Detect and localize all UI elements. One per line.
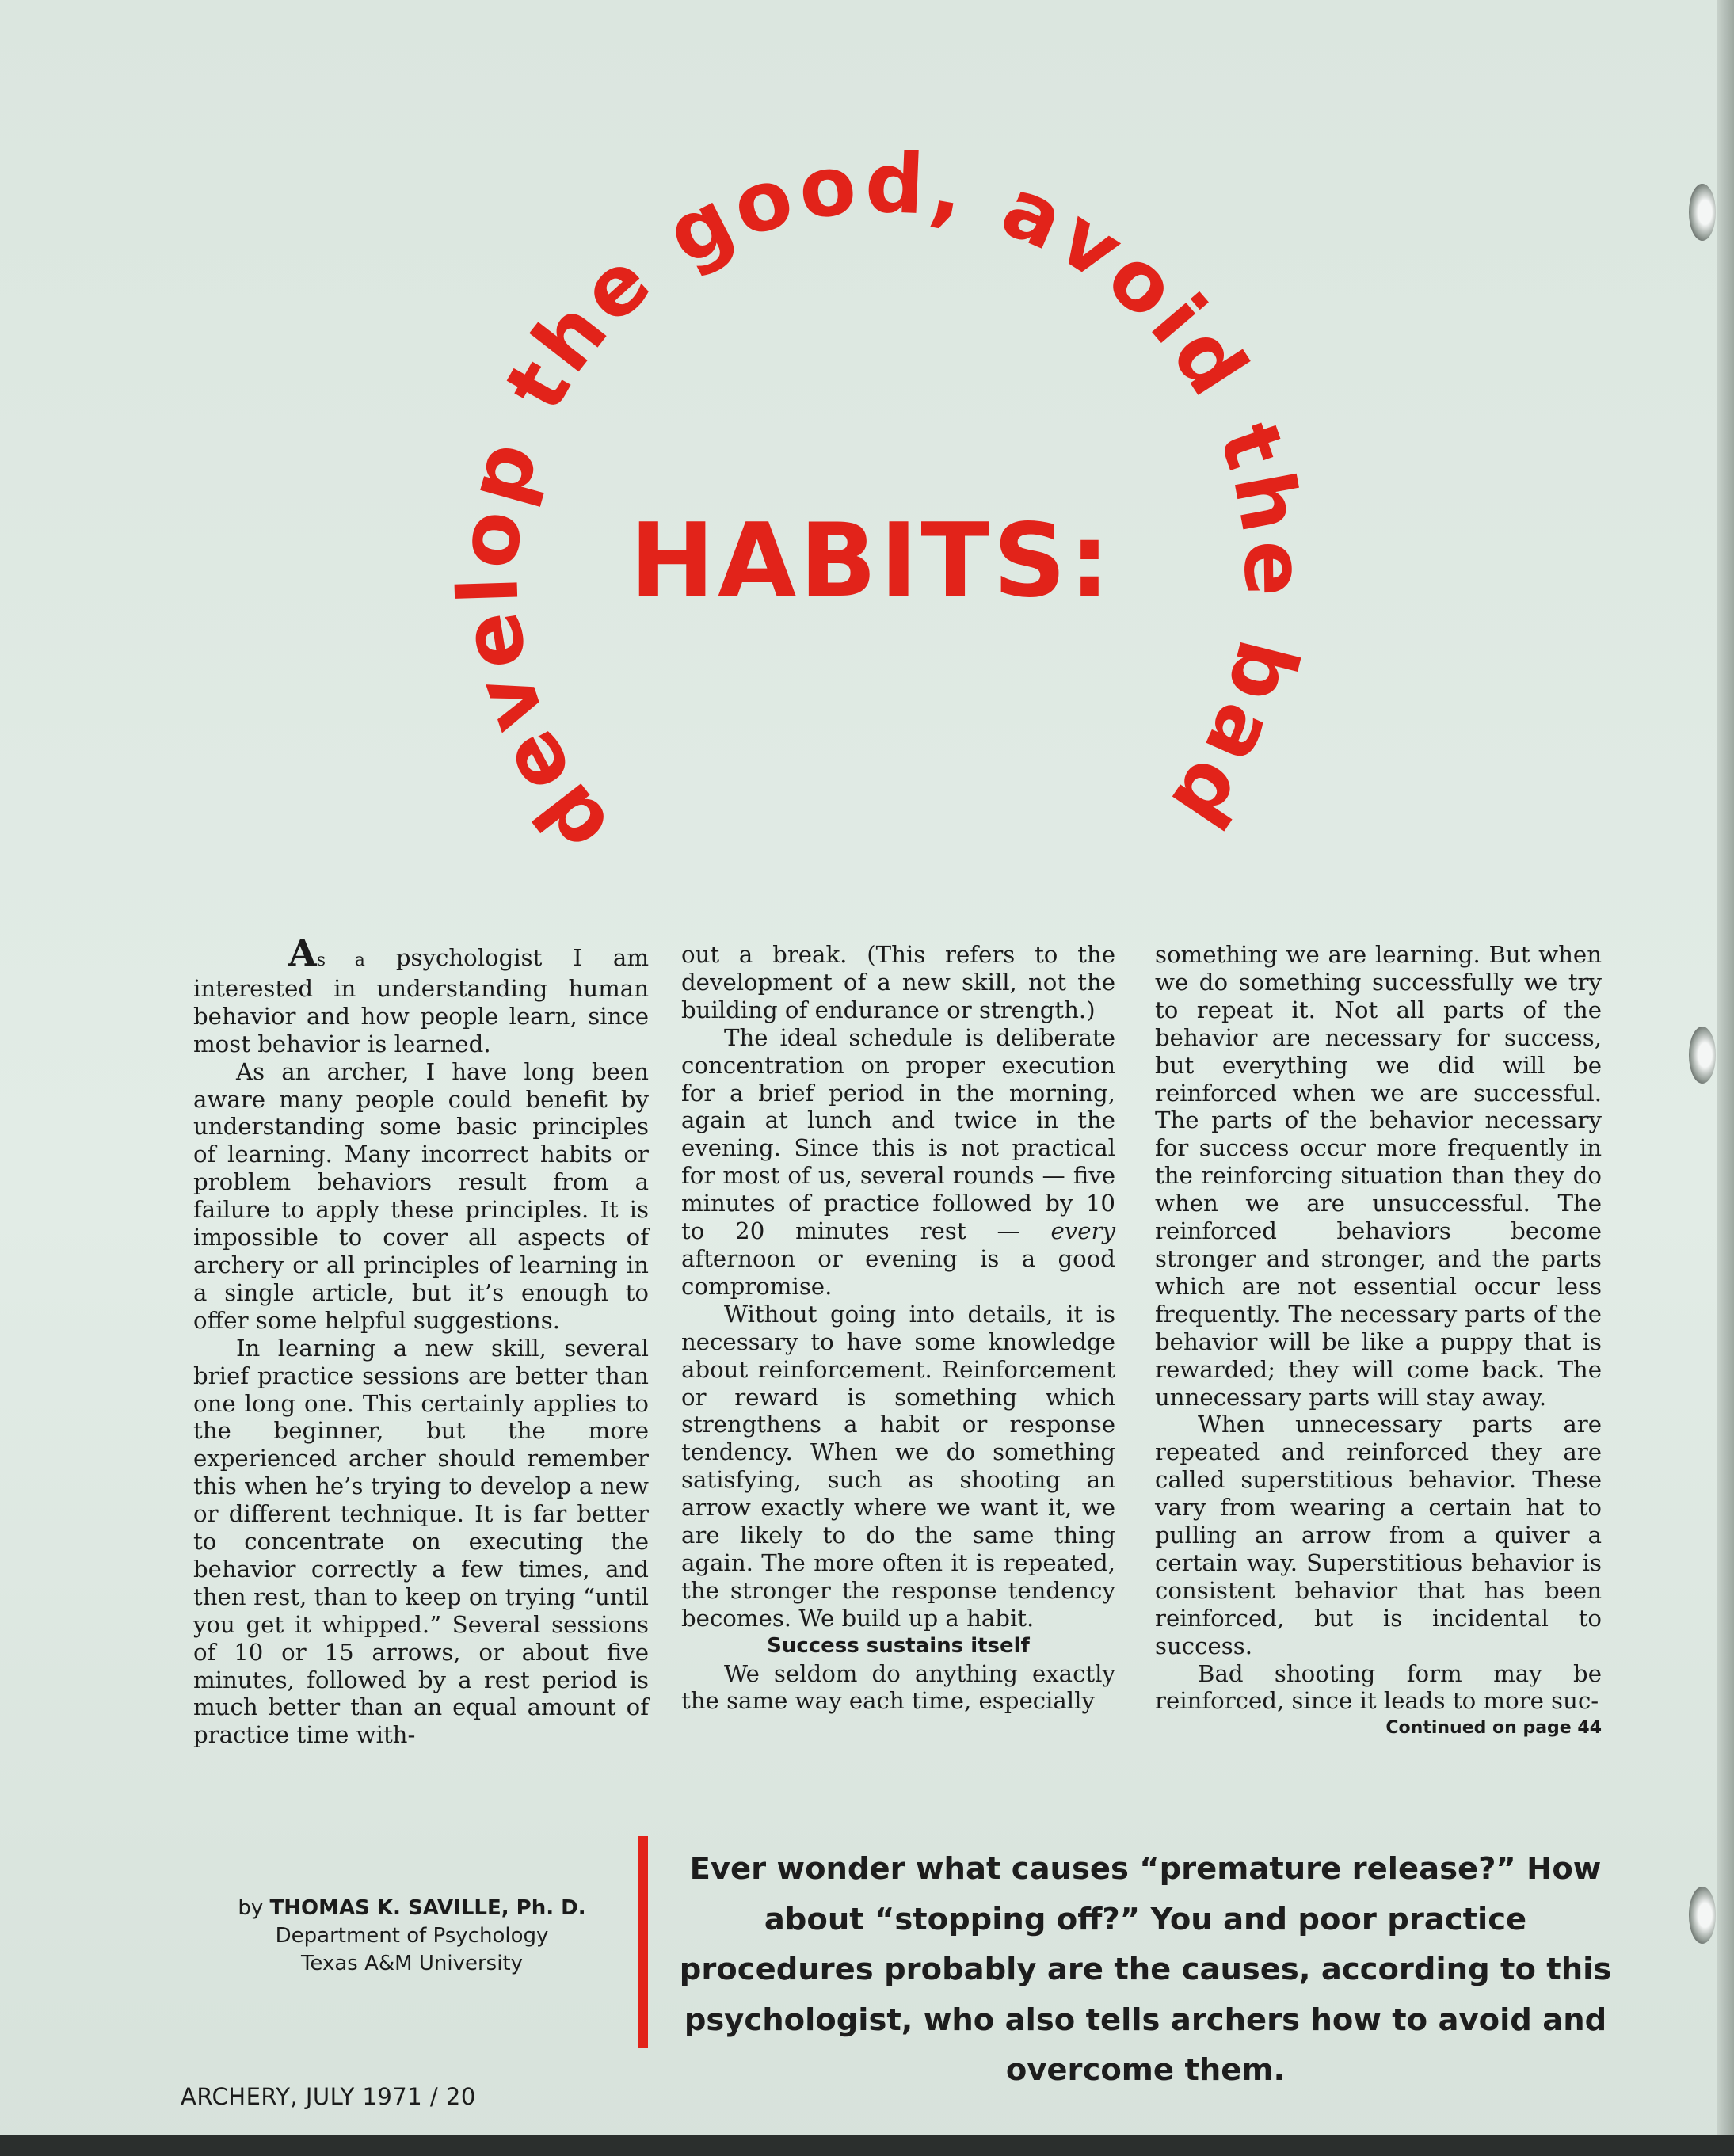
drop-cap: A [288, 931, 317, 974]
title-graphic [0, 0, 1734, 911]
small-caps: s a [316, 950, 365, 970]
article-column-1 [193, 931, 649, 1749]
paragraph-text: The ideal schedule is deliberate concentration on proper execution for a brief period in the morning, again at lunch and twice in the evening. Since this is not practical for most of us, several rounds — five minutes of practice followed by 10 to 20 minutes rest — [681, 1023, 1115, 1245]
article-blurb: Ever wonder what causes “premature release?” How about “stopping off?” You and poor practice procedures probably are the causes, according to this psychologist, who also tells archers how to avoid and overcome them. [679, 1851, 1612, 2088]
paragraph: We seldom do anything exactly the same way each time, especially [681, 1659, 1115, 1715]
binder-hole [1689, 1027, 1716, 1084]
continued-note: Continued on page 44 [1385, 1718, 1602, 1739]
title-main: HABITS: [629, 502, 1114, 620]
article-column-2 [681, 941, 1115, 1715]
paragraph: Bad shooting form may be reinforced, since it leads to more suc- [1155, 1659, 1602, 1715]
accent-bar [638, 1836, 648, 2048]
byline [198, 1895, 626, 1978]
author-department: Department of Psychology [275, 1924, 549, 1948]
scan-border [0, 2135, 1734, 2156]
paragraph: something we are learning. But when we do something successfully we try to repeat it. Not all parts of the behavior are necessary for success, but everything we did will be reinforced when we are successful. The parts of the behavior necessary for success occur more frequently in the reinforcing situation than they do when we are unsuccessful. The reinforced behaviors become stronger and stronger, and the parts which are not essential occur less frequently. The necessary parts of the behavior will be like a puppy that is rewarded; they will come back. The unnecessary parts will stay away. [1155, 941, 1602, 1411]
article-column-3 [1155, 941, 1602, 1743]
emphasis: every [1050, 1217, 1115, 1245]
paragraph-text: psychologist I am interested in understanding human behavior and how people learn, since most behavior is learned. [193, 944, 649, 1057]
paragraph: In learning a new skill, several brief practice sessions are better than one long one. This certainly applies to the beginner, but the more experienced archer should remember this when he’s trying to develop a new or different technique. It is far better to concentrate on executing the behavior correctly a few times, and then rest, than to keep on trying “until you get it whipped.” Several sessions of 10 or 15 arrows, or about five minutes, followed by a rest period is much better than an equal amount of practice time with- [193, 1334, 649, 1749]
subhead: Success sustains itself [767, 1633, 1030, 1658]
paragraph-text: afternoon or evening is a good compromise. [681, 1244, 1115, 1300]
byline-author-line [198, 1895, 626, 1922]
paragraph: Without going into details, it is necessary to have some knowledge about reinforcement. Reinforcement or reward is something which strengthens a habit or response tendency. When we do something satisfying, such as shooting an arrow exactly where we want it, we are likely to do the same thing again. The more often it is repeated, the stronger the response tendency becomes. We build up a habit. [681, 1300, 1115, 1632]
paragraph: When unnecessary parts are repeated and reinforced they are called superstitious behavior. These vary from wearing a certain hat to pulling an arrow from a quiver a certain way. Superstitious behavior is consistent behavior that has been reinforced, but is incidental to success. [1155, 1411, 1602, 1659]
paragraph [193, 931, 649, 1058]
title-arc-text: develop the good, avoid the bad [439, 134, 1323, 872]
author-university: Texas A&M University [300, 1952, 524, 1975]
paragraph [681, 1024, 1115, 1301]
binder-hole [1689, 1887, 1716, 1944]
author-name: THOMAS K. SAVILLE, Ph. D. [269, 1896, 586, 1920]
paragraph: out a break. (This refers to the development of a new skill, not the building of endurance or strength.) [681, 941, 1115, 1023]
page-folio: ARCHERY, JULY 1971 / 20 [181, 2083, 476, 2110]
byline-prefix: by [238, 1896, 270, 1920]
paragraph: As an archer, I have long been aware many people could benefit by understanding some basic principles of learning. Many incorrect habits or problem behaviors result from a failure to apply these principles. It is impossible to cover all aspects of archery or all principles of learning in a single article, but it’s enough to offer some helpful suggestions. [193, 1057, 649, 1334]
